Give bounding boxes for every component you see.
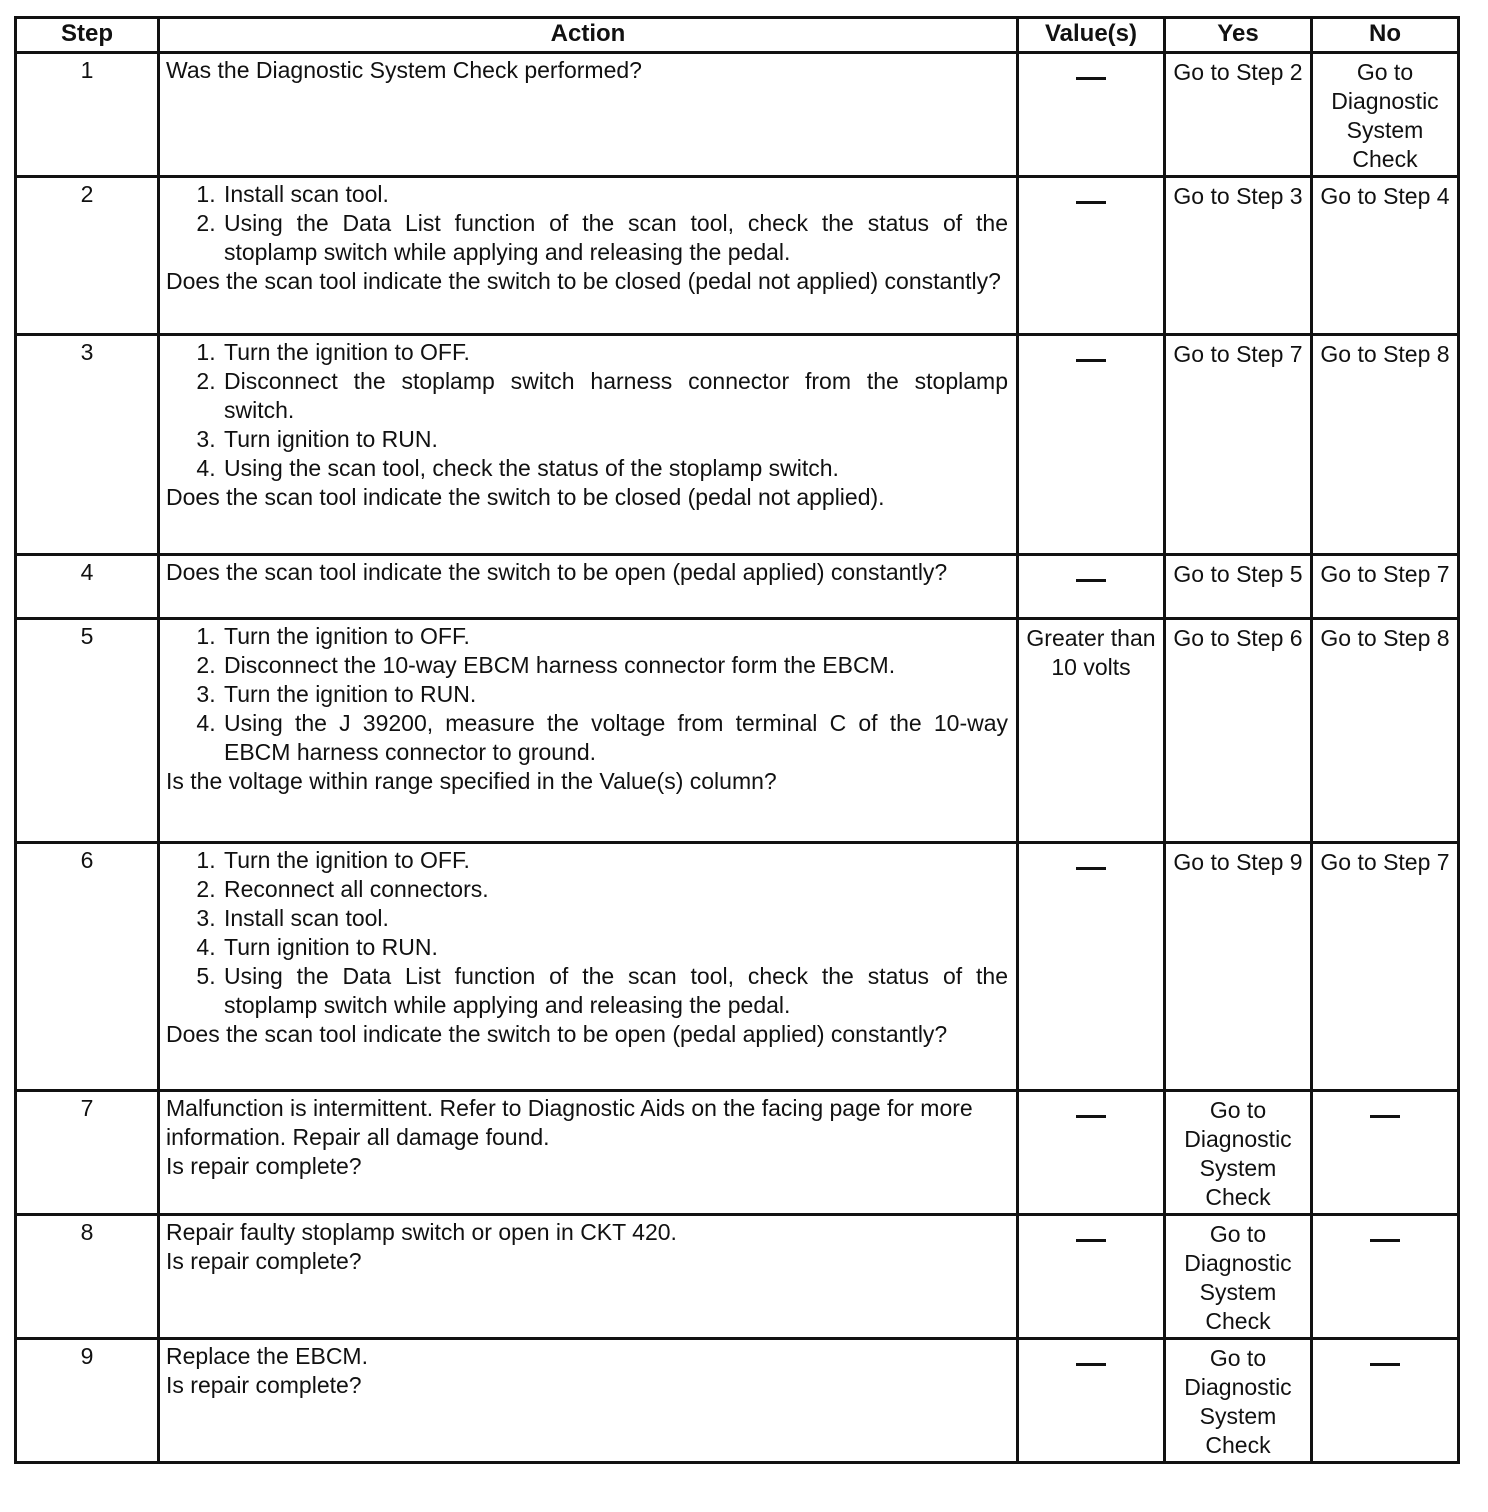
procedure-item: 4. Turn ignition to RUN. xyxy=(222,933,1008,962)
action-cell xyxy=(159,1215,1018,1339)
action-cell xyxy=(159,555,1018,619)
procedure-item: 5. Using the Data List function of the scan tool, check the status of the stoplamp switch while applying and releasing the pedal. xyxy=(222,962,1008,1020)
table-row xyxy=(16,619,1459,843)
yes-text: Go to Diagnostic System Check xyxy=(1184,1221,1292,1334)
no-cell xyxy=(1312,619,1459,843)
no-cell xyxy=(1312,555,1459,619)
procedure-item: 2. Reconnect all connectors. xyxy=(222,875,1008,904)
action-intro: Does the scan tool indicate the switch to be open (pedal applied) constantly? xyxy=(166,559,948,585)
em-dash-icon xyxy=(1076,1363,1106,1366)
yes-cell xyxy=(1165,619,1312,843)
em-dash-icon xyxy=(1076,867,1106,870)
yes-cell xyxy=(1165,843,1312,1091)
value-cell xyxy=(1018,335,1165,555)
table-row xyxy=(16,335,1459,555)
em-dash-icon xyxy=(1370,1115,1400,1118)
procedure-item: 4. Using the scan tool, check the status of the stoplamp switch. xyxy=(222,454,1008,483)
no-text: Go to Step 8 xyxy=(1320,625,1450,651)
diagnostic-table xyxy=(14,16,1460,1464)
value-cell xyxy=(1018,177,1165,335)
em-dash-icon xyxy=(1076,1239,1106,1242)
procedure-list xyxy=(166,338,1008,483)
value-text: Greater than 10 volts xyxy=(1026,625,1156,680)
procedure-list xyxy=(166,622,1008,767)
procedure-item: 2. Disconnect the 10-way EBCM harness connector form the EBCM. xyxy=(222,651,1008,680)
no-text: Go to Step 4 xyxy=(1320,183,1450,209)
procedure-item: 4. Using the J 39200, measure the voltage from terminal C of the 10-way EBCM harness connector to ground. xyxy=(222,709,1008,767)
procedure-item: 2. Disconnect the stoplamp switch harness connector from the stoplamp switch. xyxy=(222,367,1008,425)
action-intro: Replace the EBCM. xyxy=(166,1343,368,1369)
step-number: 6 xyxy=(16,843,159,1091)
action-cell xyxy=(159,619,1018,843)
procedure-list xyxy=(166,846,1008,1020)
yes-cell xyxy=(1165,335,1312,555)
header-value: Value(s) xyxy=(1018,18,1165,53)
no-text: Go to Diagnostic System Check xyxy=(1331,59,1439,172)
value-cell xyxy=(1018,53,1165,177)
table-row xyxy=(16,177,1459,335)
step-number: 5 xyxy=(16,619,159,843)
table-row xyxy=(16,53,1459,177)
action-intro: Was the Diagnostic System Check performed? xyxy=(166,57,642,83)
action-cell xyxy=(159,177,1018,335)
procedure-item: 2. Using the Data List function of the scan tool, check the status of the stoplamp switch while applying and releasing the pedal. xyxy=(222,209,1008,267)
action-question: Is repair complete? xyxy=(166,1153,362,1179)
yes-text: Go to Step 5 xyxy=(1173,561,1303,587)
procedure-item: 3. Turn ignition to RUN. xyxy=(222,425,1008,454)
action-cell xyxy=(159,53,1018,177)
procedure-item: 1. Turn the ignition to OFF. xyxy=(222,338,1008,367)
header-row xyxy=(16,18,1459,53)
em-dash-icon xyxy=(1076,77,1106,80)
no-text: Go to Step 8 xyxy=(1320,341,1450,367)
step-number: 8 xyxy=(16,1215,159,1339)
em-dash-icon xyxy=(1076,1115,1106,1118)
step-number: 4 xyxy=(16,555,159,619)
step-number: 1 xyxy=(16,53,159,177)
header-action: Action xyxy=(159,18,1018,53)
no-cell xyxy=(1312,1215,1459,1339)
no-cell xyxy=(1312,1339,1459,1463)
procedure-list xyxy=(166,180,1008,267)
procedure-item: 1. Turn the ignition to OFF. xyxy=(222,846,1008,875)
action-cell xyxy=(159,335,1018,555)
step-number: 3 xyxy=(16,335,159,555)
yes-text: Go to Step 9 xyxy=(1173,849,1303,875)
table-row xyxy=(16,1339,1459,1463)
yes-cell xyxy=(1165,1091,1312,1215)
action-question: Is repair complete? xyxy=(166,1248,362,1274)
header-step: Step xyxy=(16,18,159,53)
header-yes: Yes xyxy=(1165,18,1312,53)
table-row xyxy=(16,843,1459,1091)
em-dash-icon xyxy=(1076,579,1106,582)
yes-cell xyxy=(1165,1339,1312,1463)
procedure-item: 3. Install scan tool. xyxy=(222,904,1008,933)
table-row xyxy=(16,1091,1459,1215)
yes-cell xyxy=(1165,555,1312,619)
no-text: Go to Step 7 xyxy=(1320,849,1450,875)
procedure-item: 3. Turn the ignition to RUN. xyxy=(222,680,1008,709)
header-no: No xyxy=(1312,18,1459,53)
yes-cell xyxy=(1165,177,1312,335)
value-cell xyxy=(1018,1339,1165,1463)
em-dash-icon xyxy=(1370,1363,1400,1366)
value-cell xyxy=(1018,1215,1165,1339)
action-question: Does the scan tool indicate the switch to be closed (pedal not applied). xyxy=(166,484,885,510)
step-number: 9 xyxy=(16,1339,159,1463)
yes-cell xyxy=(1165,1215,1312,1339)
action-cell xyxy=(159,1339,1018,1463)
no-cell xyxy=(1312,1091,1459,1215)
no-cell xyxy=(1312,843,1459,1091)
action-question: Is the voltage within range specified in the Value(s) column? xyxy=(166,768,777,794)
em-dash-icon xyxy=(1076,359,1106,362)
yes-cell xyxy=(1165,53,1312,177)
action-cell xyxy=(159,843,1018,1091)
action-question: Does the scan tool indicate the switch to be open (pedal applied) constantly? xyxy=(166,1021,948,1047)
value-cell xyxy=(1018,843,1165,1091)
action-intro: Repair faulty stoplamp switch or open in CKT 420. xyxy=(166,1219,677,1245)
no-cell xyxy=(1312,335,1459,555)
table-row xyxy=(16,555,1459,619)
table-body xyxy=(16,53,1459,1463)
step-number: 2 xyxy=(16,177,159,335)
yes-text: Go to Step 7 xyxy=(1173,341,1303,367)
no-text: Go to Step 7 xyxy=(1320,561,1450,587)
value-cell xyxy=(1018,1091,1165,1215)
action-question: Does the scan tool indicate the switch to be closed (pedal not applied) constantly? xyxy=(166,268,1001,294)
yes-text: Go to Step 3 xyxy=(1173,183,1303,209)
em-dash-icon xyxy=(1370,1239,1400,1242)
yes-text: Go to Diagnostic System Check xyxy=(1184,1345,1292,1458)
diagnostic-table-sheet xyxy=(14,16,1454,1464)
action-intro: Malfunction is intermittent. Refer to Diagnostic Aids on the facing page for more information. Repair all damage found. xyxy=(166,1095,973,1150)
yes-text: Go to Diagnostic System Check xyxy=(1184,1097,1292,1210)
yes-text: Go to Step 6 xyxy=(1173,625,1303,651)
procedure-item: 1. Install scan tool. xyxy=(222,180,1008,209)
action-cell xyxy=(159,1091,1018,1215)
yes-text: Go to Step 2 xyxy=(1173,59,1303,85)
value-cell xyxy=(1018,619,1165,843)
em-dash-icon xyxy=(1076,201,1106,204)
action-question: Is repair complete? xyxy=(166,1372,362,1398)
table-row xyxy=(16,1215,1459,1339)
no-cell xyxy=(1312,177,1459,335)
no-cell xyxy=(1312,53,1459,177)
procedure-item: 1. Turn the ignition to OFF. xyxy=(222,622,1008,651)
step-number: 7 xyxy=(16,1091,159,1215)
value-cell xyxy=(1018,555,1165,619)
